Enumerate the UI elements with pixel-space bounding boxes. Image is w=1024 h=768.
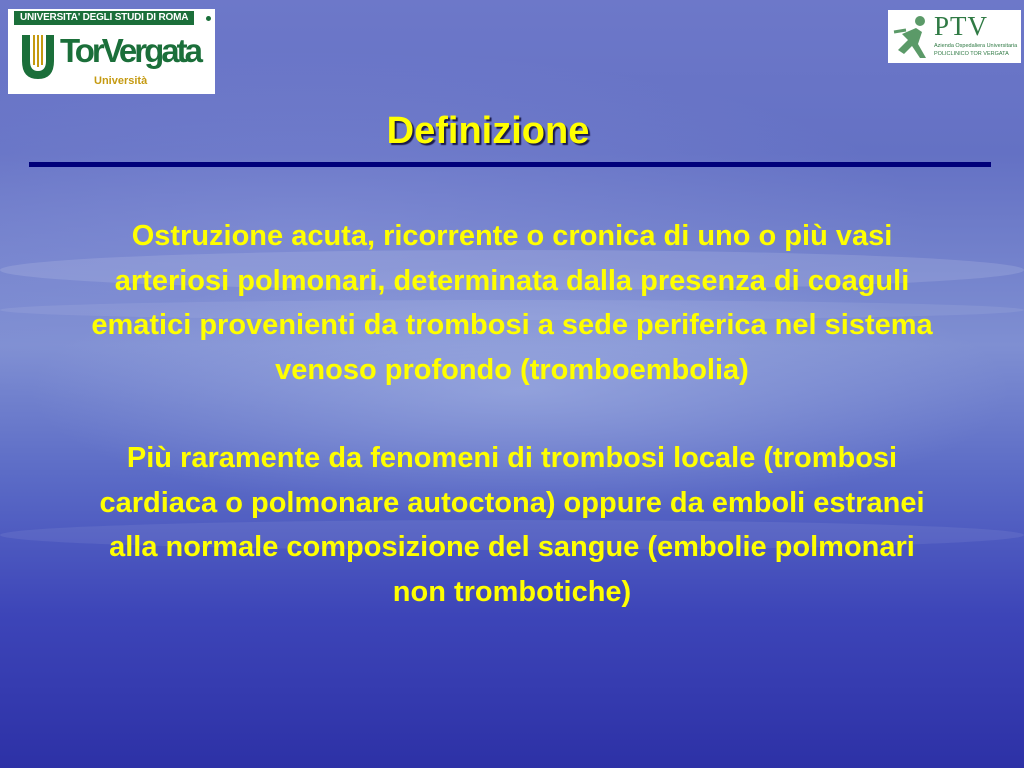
university-emblem-icon (18, 31, 58, 83)
hospital-logo-line1: Azienda Ospedaliera Universitaria (934, 43, 1018, 49)
secondary-causes-paragraph: Più raramente da fenomeni di trombosi locale (trombosi cardiaca o polmonare autoctona) oppure da emboli estranei alla normale composizione del sangue (embolie polmonari non trombotiche) (99, 442, 925, 608)
hospital-logo (888, 10, 1021, 63)
university-logo-wordmark: TorVergata (60, 32, 200, 69)
university-logo (8, 9, 215, 94)
hospital-logo-name: PTV (934, 11, 989, 41)
slide-body (90, 214, 934, 614)
hospital-logo-line2: POLICLINICO TOR VERGATA (934, 51, 1009, 57)
logo-dot-icon (206, 16, 211, 21)
university-logo-banner: UNIVERSITA' DEGLI STUDI DI ROMA (14, 11, 194, 25)
definition-paragraph: Ostruzione acuta, ricorrente o cronica di uno o più vasi arteriosi polmonari, determinata dalla presenza di coaguli ematici provenienti da trombosi a sede periferica nel sistema venoso profondo (tromboembolia) (91, 220, 933, 386)
slide-title: Definizione (386, 110, 590, 152)
title-divider (29, 162, 991, 167)
hospital-figure-icon (892, 14, 932, 60)
university-logo-subtitle: Università (94, 75, 148, 87)
